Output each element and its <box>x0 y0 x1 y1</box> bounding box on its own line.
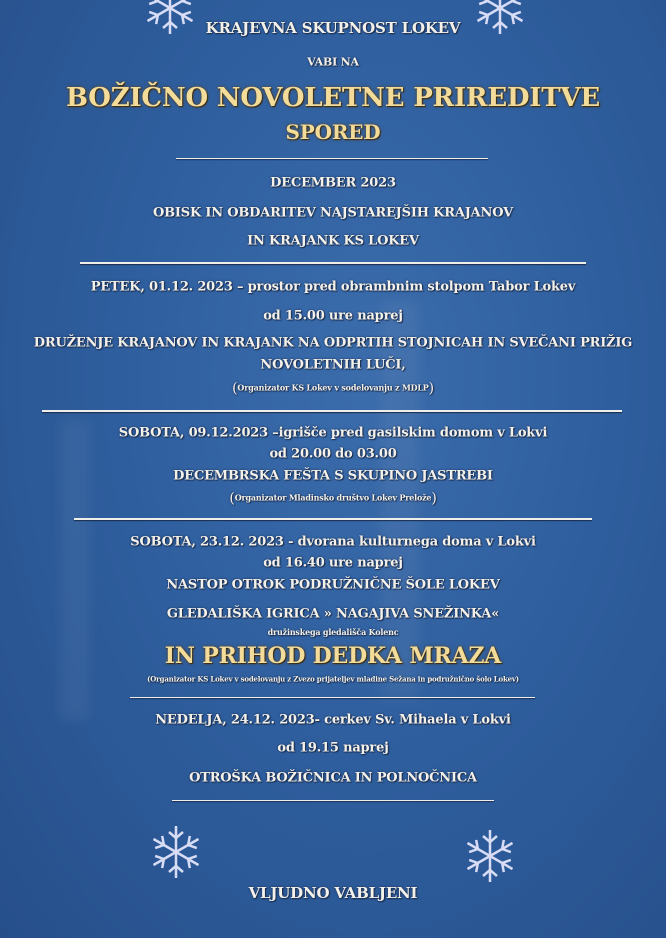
event-3-date-place: SOBOTA, 23.12. 2023 - dvorana kulturnega doma v Lokvi <box>130 534 536 550</box>
event-3-note: družinskega gledališča Kolenc <box>267 627 399 637</box>
event-2-title: DECEMBRSKA FEŠTA S SKUPINO JASTREBI <box>173 468 493 484</box>
event-3-organizer: (Organizator KS Lokev v sodelovanju z Zvezo prijateljev mladine Sežana in podružnično šolo Lokev) <box>147 674 519 684</box>
event-1-time: od 15.00 ure naprej <box>263 308 403 324</box>
divider <box>42 410 622 412</box>
event-4-title: OTROŠKA BOŽIČNICA IN POLNOČNICA <box>189 770 477 786</box>
invites-text: VABI NA <box>307 55 359 69</box>
december-heading: DECEMBER 2023 <box>270 175 396 191</box>
poster-subtitle: SPORED <box>285 120 381 144</box>
december-line-2: IN KRAJANK KS LOKEV <box>247 233 419 249</box>
event-3-time: od 16.40 ure naprej <box>263 555 403 571</box>
snowflake-icon <box>146 822 206 882</box>
event-1-organizer: (Organizator KS Lokev v sodelovanju z MDLP) <box>232 380 434 397</box>
snowflake-icon <box>460 826 520 886</box>
divider <box>80 262 586 264</box>
event-2-organizer: (Organizator Mladinsko društvo Lokev Prelože) <box>229 490 437 507</box>
december-line-1: OBISK IN OBDARITEV NAJSTAREJŠIH KRAJANOV <box>152 205 514 221</box>
event-1-title: DRUŽENJE KRAJANOV IN KRAJANK NA ODPRTIH STOJNICAH IN SVEČANI PRIŽIG <box>33 335 633 351</box>
event-3-play: GLEDALIŠKA IGRICA » NAGAJIVA SNEŽINKA« <box>166 606 500 622</box>
divider <box>176 158 488 159</box>
divider <box>74 518 592 520</box>
event-1-date-place: PETEK, 01.12. 2023 – prostor pred obrambnim stolpom Tabor Lokev <box>90 279 576 295</box>
event-3-title: NASTOP OTROK PODRUŽNIČNE ŠOLE LOKEV <box>166 577 500 593</box>
event-4-time: od 19.15 naprej <box>277 740 389 756</box>
event-2-time: od 20.00 do 03.00 <box>269 446 397 462</box>
event-3-highlight: IN PRIHOD DEDKA MRAZA <box>164 643 502 669</box>
divider <box>172 800 494 801</box>
event-1-title-cont: NOVOLETNIH LUČI, <box>260 357 406 373</box>
organizer-heading: KRAJEVNA SKUPNOST LOKEV <box>205 19 461 37</box>
divider <box>130 697 535 698</box>
closing-text: VLJUDNO VABLJENI <box>248 884 418 902</box>
poster-title: BOŽIČNO NOVOLETNE PRIREDITVE <box>65 83 600 113</box>
event-2-date-place: SOBOTA, 09.12.2023 –igrišče pred gasilskim domom v Lokvi <box>118 425 548 441</box>
event-4-date-place: NEDELJA, 24.12. 2023- cerkev Sv. Mihaela v Lokvi <box>155 712 511 728</box>
